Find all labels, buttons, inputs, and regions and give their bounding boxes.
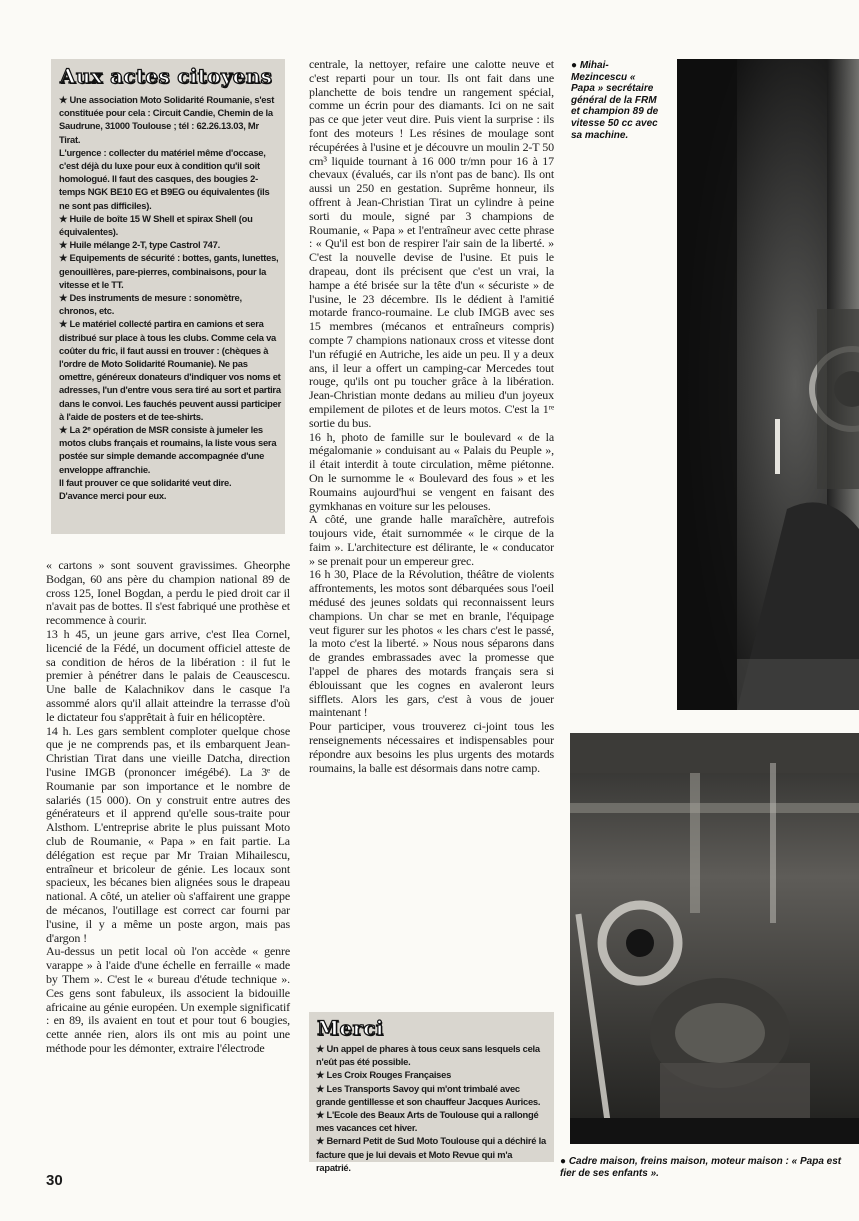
paragraph: Il faut prouver ce que solidarité veut dire.	[59, 476, 232, 488]
paragraph: ★ Le matériel collecté partira en camions et sera distribué sur place à tous les clubs. Comme cela va coûter du fric, il faut aussi en trouver : (chèques à l'ordre de Moto Solidarité Roumanie). Ne pas omettre, généreux donateurs d'indiquer vos noms et adresses, l'un d'entre vous sera tiré au sort et partira dans le convoi. Les fauchés peuvent aussi participer à l'aide de posters et de tee-shirts.	[59, 318, 281, 422]
box-body	[59, 93, 281, 502]
paragraph: D'avance merci pour eux.	[59, 490, 167, 502]
paragraph: Pour participer, vous trouverez ci-joint tous les renseignements nécessaires et indispensables pour répondre aux besoins les plus urgents des motards roumains, la balle est désormais dans notre camp.	[309, 719, 554, 775]
paragraph: ★ Les Croix Rouges Françaises	[316, 1069, 452, 1081]
paragraph: 13 h 45, un jeune gars arrive, c'est Ilea Cornel, licencié de la Fédé, un document officiel atteste de sa condition de héros de la libération : il fut le premier à pénétrer dans le palais de Ceauscescu. Une balle de Kalachnikov dans le casque l'a assommé alors qu'il allait atteindre la terrasse d'où le dictateur fou s'apprêtait à fuir en hélicoptère.	[46, 626, 290, 724]
paragraph: ★ Les Transports Savoy qui m'ont trimbalé avec grande gentillesse et son chauffeur Jacques Aurices.	[316, 1082, 541, 1107]
photo-illustration	[570, 733, 859, 1144]
photo-workshop-engine	[570, 733, 859, 1144]
paragraph: ★ Une association Moto Solidarité Roumanie, s'est constituée pour cela : Circuit Candie, Chemin de la Saudrune, 31000 Toulouse ; tél : 62.26.13.03, Mr Tirat.	[59, 94, 275, 145]
article-column-2	[309, 58, 554, 775]
paragraph: 14 h. Les gars semblent comploter quelque chose que je ne comprends pas, et ils embarquent Jean-Christian Tirat dans une vieille Datcha, direction l'usine IMGB (prononcer imégébé). La 3ᵉ de Roumanie par son importance et le nombre de salariés (15 000). On y construit entre autres des générateurs et il apprend qu'elle sous-traite pour Alsthom. L'entreprise abrite le plus puissant Moto club de Roumanie, « Papa » en fait partie. La délégation est reçue par Mr Traian Mihailescu, entraîneur et bricoleur de génie. Les locaux sont spacieux, les bécanes bien alignées sous le drapeau national. A côté, un atelier où s'affairent une grappe de mécanos, l'outillage est correct car fourni par l'usine, il y a même un poste argon, mais pas d'argon !	[46, 723, 290, 945]
paragraph: centrale, la nettoyer, refaire une calotte neuve et c'est reparti pour un tour. Ils ont fait dans une planchette de bois tendre un rangement spécial, comme un écrin pour des diamants. Ici on ne sait pas ce que jeter veut dire. Puis vient la surprise : ils font des moteurs ! Les résines de moulage sont récupérées à l'usine et je découvre un moulin 2-T 50 cm³ liquide tournant à 16 000 tr/mn pour 16 à 17 chevaux (évalués, car ils n'ont pas de banc). Ils ont aussi un 250 en gestation. Suprême honneur, ils offrent à Jean-Christian Tirat un cylindre à peine sorti du moule, signé par 3 champions de Roumanie, « Papa » et l'entraîneur avec cette phrase : « Qu'il est bon de respirer l'air sain de la liberté. » C'est la nouvelle devise de l'usine. Et puis le drapeau, dont ils précisent que c'est un vrai, la hampe a été brisée sur la tête d'un « sécuriste » de l'usine, le 23 décembre. Ils le dédient à l'amitié motarde franco-roumaine. Le club IMGB avec ses 15 membres (mécanos et entraîneurs compris) compte 7 champions nationaux cross et vitesse dont l'un réfugié en Autriche, les aide un peu. Il y a deux ans, il leur a offert un camping-car Mercedes tout rouge, qu'ils ont pu toucher grâce à la libération. Jean-Christian monte dedans au milieu d'un joyeux empilement de pilotes et de leurs motos. C'est la 1ʳᵉ sortie du bus.	[309, 57, 554, 430]
box-body	[316, 1042, 548, 1174]
paragraph: ★ L'Ecole des Beaux Arts de Toulouse qui a rallongé mes vacances cet hiver.	[316, 1109, 539, 1134]
box-title: Merci	[317, 1016, 384, 1040]
photo-illustration	[677, 59, 859, 710]
photo-caption-bottom: ● Cadre maison, freins maison, moteur maison : « Papa est fier de ses enfants ».	[560, 1156, 842, 1179]
paragraph: A côté, une grande halle maraîchère, autrefois toujours vide, était surnommée « le cirque de la faim ». L'architecture est délirante, le « conducator » se prenait pour un empereur grec.	[309, 512, 554, 568]
paragraph: ★ Des instruments de mesure : sonomètre, chronos, etc.	[59, 292, 242, 317]
article-column-1	[46, 559, 290, 1056]
sidebar-box-citoyens	[51, 59, 285, 534]
photo-caption-top: ● Mihai-Mezincescu « Papa » secrétaire général de la FRM et champion 89 de vitesse 50 cc avec sa machine.	[571, 60, 659, 141]
photo-motorcycle-rider	[677, 59, 859, 710]
paragraph: « cartons » sont souvent gravissimes. Gheorphe Bodgan, 60 ans père du champion national 89 de cross 125, Ionel Bogdan, a perdu le pied droit car il n'avait pas de bottes. Il s'est fabriqué une prothèse et recommence à courir.	[46, 558, 290, 628]
paragraph: 16 h 30, Place de la Révolution, théâtre de violents affrontements, les motos sont débarquées sous l'oeil médusé des jeunes soldats qui reconnaissent leurs champions. Un char se met en branle, l'équipage veut figurer sur les photos « les chars c'est le passé, la moto c'est la liberté. » Nous nous séparons dans de grandes embrassades avec la promesse que l'appel de phares des motards français sera si éblouissant que les cognes en avaleront leurs sifflets. Alors les gars, c'est à vous de jouer maintenant !	[309, 567, 554, 720]
box-title: Aux actes citoyens	[60, 64, 273, 88]
paragraph: L'urgence : collecter du matériel même d'occase, c'est déjà du luxe pour eux à condition qu'il soit homologué. Il faut des casques, des bougies 2-temps NGK BE10 EG et B9EG ou équivalentes (ils ne sont pas difficiles).	[59, 146, 270, 211]
paragraph: ★ La 2ᵉ opération de MSR consiste à jumeler les motos clubs français et roumains, la liste vous sera postée sur simple demande accompagnée d'une enveloppe affranchie.	[59, 424, 277, 475]
paragraph: ★ Equipements de sécurité : bottes, gants, lunettes, genouillères, pare-pierres, combinaisons, pour la vitesse et le TT.	[59, 252, 279, 290]
paragraph: 16 h, photo de famille sur le boulevard « de la mégalomanie » conduisant au « Palais du Peuple », il était interdit à toute circulation, même piétonne. On le surnomme le « Boulevard des fous » et les Roumains aujourd'hui se vengent en faisant des gymkhanas en voiture sur les pelouses.	[309, 429, 554, 513]
sidebar-box-merci	[309, 1012, 554, 1173]
paragraph: ★ Un appel de phares à tous ceux sans lesquels cela n'eût pas été possible.	[316, 1043, 540, 1068]
paragraph: ★ Huile mélange 2-T, type Castrol 747.	[59, 239, 220, 251]
paragraph: Au-dessus un petit local où l'on accède « genre varappe » à l'aide d'une échelle en ferraille « made by Them ». C'est le « bureau d'étude technique ». Ces gens sont fabuleux, ils associent la bidouille africaine au génie européen. Un exemple significatif : en 89, ils avaient en tout et pour tout 6 bougies, cette année rien, alors ils ont mis au point une méthode pour les démonter, extraire l'électrode	[46, 944, 290, 1055]
paragraph: ★ Huile de boîte 15 W Shell et spirax Shell (ou équivalentes).	[59, 212, 253, 238]
page-number: 30	[46, 1172, 63, 1189]
paragraph: ★ Bernard Petit de Sud Moto Toulouse qui a déchiré la facture que je lui devais et Moto Revue qui m'a rapatrié.	[316, 1135, 546, 1173]
